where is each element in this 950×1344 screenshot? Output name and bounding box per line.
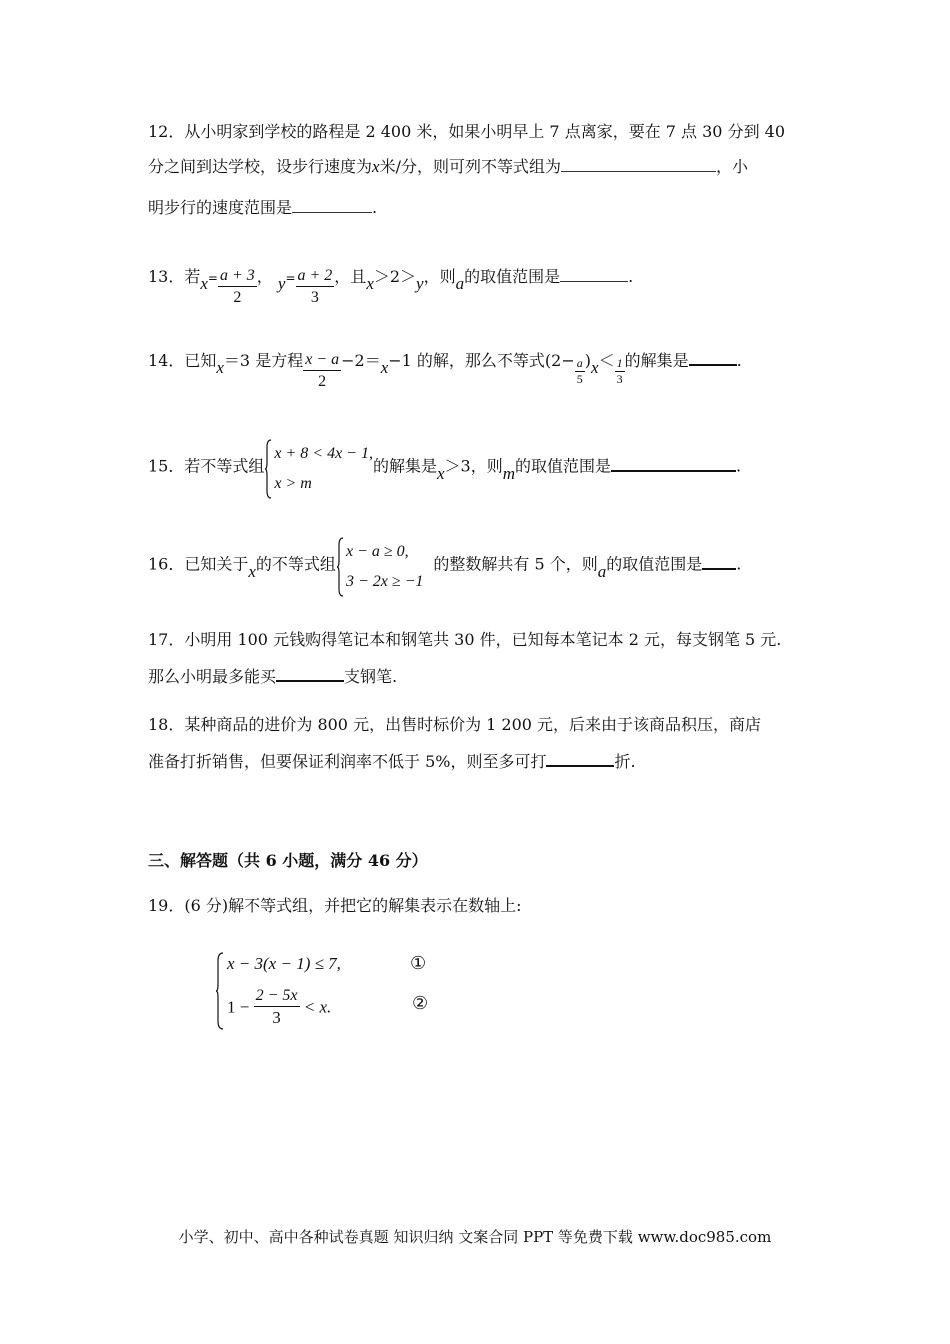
page-footer	[0, 1226, 950, 1247]
q14-text-e: )	[584, 351, 592, 370]
q13-fraction-1	[218, 266, 257, 309]
q17-text-1: 17．小明用 100 元钱购得笔记本和钢笔共 30 件，已知每本笔记本 2 元，每支钢笔 5 元.	[148, 630, 782, 649]
q15-var-x: x	[436, 463, 445, 483]
q14-var-x2: x	[380, 358, 389, 377]
q15-row-2: x > m	[274, 475, 312, 492]
q14-text-g: 的解集是	[624, 351, 689, 370]
q19-row-2-post: < x.	[303, 997, 332, 1017]
q19-text-1: 19．(6 分)解不等式组，并把它的解集表示在数轴上:	[148, 896, 522, 915]
q16-row-2: 3 − 2x ≥ −1	[345, 573, 424, 590]
footer-text: 小学、初中、高中各种试卷真题 知识归纳 文案合同 PPT 等免费下载 www.doc985.com	[178, 1228, 772, 1246]
q14-frac2-den: 5	[576, 372, 583, 386]
q12-text-1: 12．从小明家到学校的路程是 2 400 米，如果小明早上 7 点离家，要在 7 点 30 分到 40	[148, 122, 786, 141]
q19-frac-den: 3	[272, 1008, 281, 1027]
q15-row-1: x + 8 < 4x − 1,	[274, 445, 373, 462]
q13-eq: =	[207, 271, 218, 285]
q14-frac2-num: a	[576, 356, 583, 370]
q13-line	[148, 256, 634, 306]
q14-fraction-2	[575, 356, 585, 387]
q13-var-x: x	[200, 274, 208, 293]
q19-row-1-text: x − 3(x − 1) ≤ 7,	[227, 954, 341, 973]
q15-answer-blank[interactable]	[611, 454, 736, 472]
q17-line-1	[148, 628, 781, 652]
q17-answer-blank[interactable]	[276, 664, 344, 682]
q13-text-b: ，且	[334, 267, 367, 286]
q12-text-2b: 米/分，则可列不等式组为	[379, 157, 561, 176]
q14-text-c: −2＝	[341, 351, 381, 370]
q14-fraction-3	[615, 356, 625, 387]
q18-line-2	[148, 749, 636, 774]
q15-line	[148, 437, 741, 497]
q13-text-f: .	[628, 267, 634, 286]
section-3-title: 三、解答题（共 6 小题，满分 46 分）	[148, 851, 428, 870]
left-brace-icon	[336, 537, 344, 597]
section-3-heading	[148, 849, 428, 873]
q14-fraction-1	[303, 350, 341, 393]
q13-var-x2: x	[366, 274, 374, 293]
q13-var-y2: y	[416, 274, 424, 293]
q12-answer-blank-1[interactable]	[561, 155, 716, 172]
q19-frac-num: 2 − 5x	[254, 986, 300, 1007]
left-brace-icon	[215, 952, 224, 1030]
q16-line	[148, 535, 741, 595]
q13-text-e: 的取值范围是	[464, 267, 561, 286]
q16-var-a: a	[597, 561, 607, 581]
q13-text-c: ＞2＞	[373, 267, 417, 286]
q17-text-2b: 支钢笔.	[344, 667, 398, 686]
q12-answer-blank-2[interactable]	[292, 196, 372, 213]
q18-text-1: 18．某种商品的进价为 800 元，出售时标价为 1 200 元，后来由于该商品积压，商店	[148, 715, 762, 734]
q16-text-d: 的取值范围是	[606, 554, 703, 574]
q16-answer-blank[interactable]	[702, 552, 736, 570]
q12-line-3	[148, 196, 377, 220]
q19-mark-1: ①	[410, 953, 427, 974]
q19-row-1	[227, 954, 341, 974]
q14-text-f: ＜	[598, 351, 615, 370]
q13-fraction-2	[296, 266, 335, 309]
q14-frac-num: x − a	[303, 350, 341, 371]
q13-frac2-den: 3	[310, 289, 319, 306]
left-brace-icon	[264, 439, 272, 499]
q13-comma: ，	[256, 267, 273, 286]
q13-eq-2: =	[285, 271, 296, 285]
q15-inequality-system	[264, 439, 373, 499]
q15-text-a: 15．若不等式组	[148, 456, 265, 476]
q17-text-2a: 那么小明最多能买	[148, 667, 277, 686]
q18-text-2a: 准备打折销售，但要保证利润率不低于 5%，则至多可打	[148, 752, 547, 771]
q12-var-x: x	[372, 157, 380, 176]
q19-line-1	[148, 894, 522, 918]
q19-mark-2: ②	[412, 993, 429, 1014]
q18-text-2b: 折.	[614, 752, 636, 771]
q13-var-y: y	[277, 274, 286, 293]
q12-text-2a: 分之间到达学校，设步行速度为	[148, 157, 373, 176]
q18-line-1	[148, 713, 761, 737]
q13-answer-blank[interactable]	[560, 265, 628, 282]
q16-var-x: x	[248, 561, 256, 581]
q15-text-c: ＞3，则	[444, 456, 503, 476]
q19-row-2-pre: 1 −	[227, 997, 250, 1017]
q14-text-a: 14．已知	[148, 351, 217, 370]
q16-text-e: .	[736, 554, 742, 574]
q16-text-a: 16．已知关于	[148, 554, 249, 574]
q16-inequality-system	[336, 537, 423, 597]
q13-text-a: 13．若	[148, 267, 201, 286]
q14-text-d: −1 的解，那么不等式(2−	[388, 351, 575, 370]
q13-frac2-num: a + 2	[296, 266, 335, 287]
q14-frac-den: 2	[318, 373, 327, 390]
q19-fraction	[254, 986, 300, 1029]
q14-text-b: ＝3 是方程	[223, 351, 304, 370]
q16-text-c: 的整数解共有 5 个，则	[433, 554, 598, 574]
q13-frac1-num: a + 3	[218, 266, 257, 287]
q13-text-d: ，则	[423, 267, 456, 286]
q15-text-e: .	[736, 456, 742, 476]
q14-var-x3: x	[591, 358, 599, 377]
q14-answer-blank[interactable]	[689, 348, 737, 366]
q18-answer-blank[interactable]	[546, 749, 614, 767]
q13-var-a: a	[455, 274, 465, 293]
q12-line-1	[148, 120, 785, 144]
q12-text-3b: .	[372, 198, 378, 217]
q15-var-m: m	[502, 463, 515, 483]
q13-frac1-den: 2	[233, 289, 242, 306]
q15-text-b: 的解集是	[372, 456, 437, 476]
q16-text-b: 的不等式组	[255, 554, 336, 574]
q15-text-d: 的取值范围是	[515, 456, 612, 476]
q14-frac3-den: 3	[616, 372, 623, 386]
q12-text-3a: 明步行的速度范围是	[148, 198, 293, 217]
q17-line-2	[148, 664, 397, 689]
q12-line-2	[148, 155, 748, 179]
q12-text-2c: ，小	[715, 157, 748, 176]
q16-row-1: x − a ≥ 0,	[345, 543, 409, 560]
q14-text-h: .	[736, 351, 742, 370]
q14-frac3-num: 1	[616, 356, 623, 370]
q19-row-2	[227, 986, 331, 1029]
q14-line	[148, 340, 742, 390]
q14-var-x: x	[216, 358, 224, 377]
